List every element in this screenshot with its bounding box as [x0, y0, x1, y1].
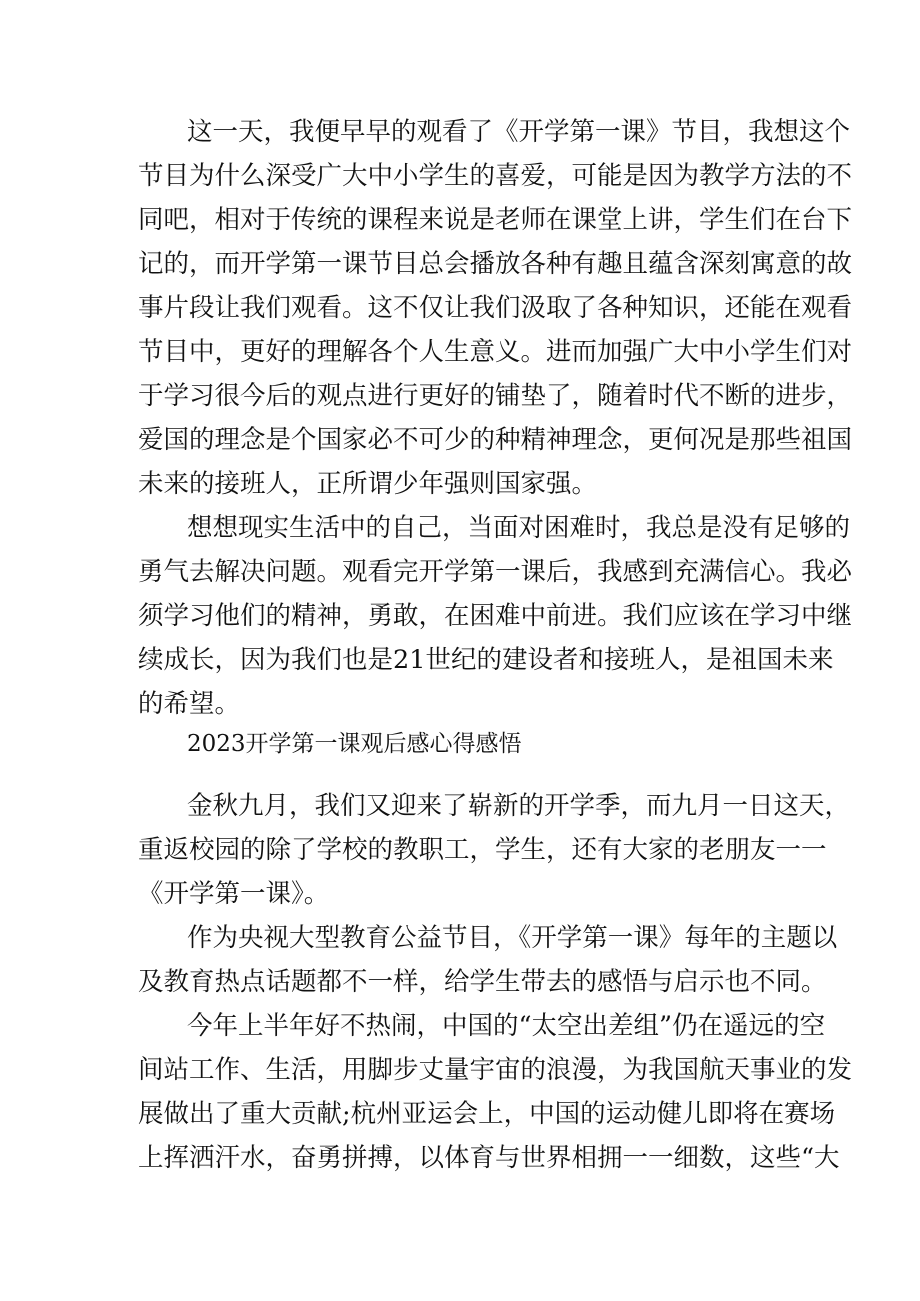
text-line: 展做出了重大贡献;杭州亚运会上，中国的运动健儿即将在赛场: [138, 1099, 836, 1129]
text-line: 想想现实生活中的自己，当面对困难时，我总是没有足够的: [187, 513, 851, 543]
text-line: 间站工作、生活，用脚步丈量宇宙的浪漫，为我国航天事业的发: [138, 1055, 853, 1085]
text-line: 《开学第一课》。: [138, 879, 330, 909]
text-line: 须学习他们的精神，勇敢，在困难中前进。我们应该在学习中继: [138, 601, 853, 631]
text-line: 事片段让我们观看。这不仅让我们汲取了各种知识，还能在观看: [138, 293, 853, 323]
text-line: 同吧，相对于传统的课程来说是老师在课堂上讲，学生们在台下: [138, 205, 853, 235]
text-line: 这一天，我便早早的观看了《开学第一课》节目，我想这个: [187, 117, 851, 147]
text-line: 记的，而开学第一课节目总会播放各种有趣且蕴含深刻寓意的故: [138, 249, 853, 279]
text-line: 节目中，更好的理解各个人生意义。进而加强广大中小学生们对: [138, 337, 853, 367]
text-line: 未来的接班人，正所谓少年强则国家强。: [138, 469, 598, 499]
text-line: 续成长，因为我们也是21世纪的建设者和接班人，是祖国未来: [138, 645, 834, 675]
text-line: 上挥洒汗水，奋勇拼搏，以体育与世界相拥一一细数，这些“大: [138, 1143, 840, 1173]
text-line: 爱国的理念是个国家必不可少的种精神理念，更何况是那些祖国: [138, 425, 853, 455]
text-line: 及教育热点话题都不一样，给学生带去的感悟与启示也不同。: [138, 967, 827, 997]
text-line: 勇气去解决问题。观看完开学第一课后，我感到充满信心。我必: [138, 557, 853, 587]
text-line: 节目为什么深受广大中小学生的喜爱，可能是因为教学方法的不: [138, 161, 853, 191]
text-line: 作为央视大型教育公益节目，《开学第一课》每年的主题以: [187, 923, 838, 953]
text-line: 金秋九月，我们又迎来了崭新的开学季，而九月一日这天，: [187, 791, 851, 821]
text-line: 重返校园的除了学校的教职工，学生，还有大家的老朋友一一: [138, 835, 827, 865]
section-heading: 2023开学第一课观后感心得感悟: [187, 731, 522, 757]
text-line: 的希望。: [138, 689, 241, 719]
text-line: 于学习很今后的观点进行更好的铺垫了，随着时代不断的进步，: [138, 381, 853, 411]
text-line: 今年上半年好不热闹，中国的“太空出差组”仍在遥远的空: [187, 1011, 826, 1041]
